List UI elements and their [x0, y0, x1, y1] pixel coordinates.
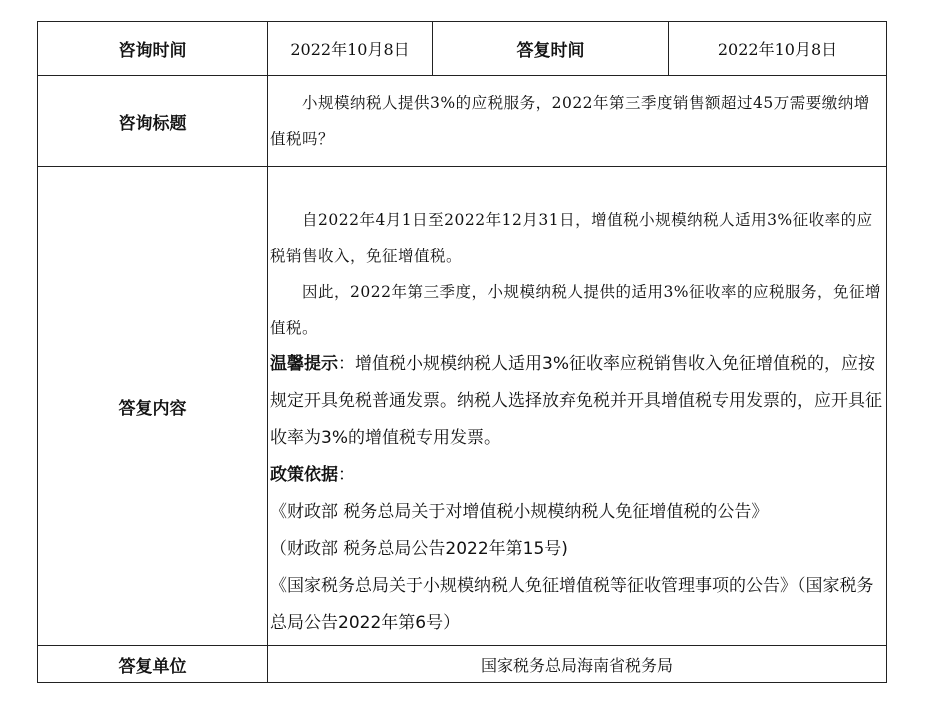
reply-paragraph: 自2022年4月1日至2022年12月31日，增值税小规模纳税人适用3%征收率的应税销售收入，免征增值税。: [270, 211, 873, 265]
reply-unit-value: 国家税务总局海南省税务局: [480, 655, 673, 675]
reply-unit-label: 答复单位: [118, 656, 187, 677]
basis-line: 《财政部 税务总局关于对增值税小规模纳税人免征增值税的公告》: [270, 502, 769, 522]
basis-label: 政策依据: [270, 465, 338, 485]
basis-line: （财政部 税务总局公告2022年第15号): [270, 539, 568, 559]
tip-text: 增值税小规模纳税人适用3%征收率应税销售收入免征增值税的，应按规定开具免税普通发票。纳税人选择放弃免税并开具增值税专用发票的，应开具征收率为3%的增值税专用发票。: [270, 354, 882, 448]
consult-time-value: 2022年10月8日: [290, 40, 410, 59]
reply-paragraph: 因此，2022年第三季度，小规模纳税人提供的适用3%征收率的应税服务，免征增值税。: [270, 283, 882, 337]
basis-line: 《国家税务总局关于小规模纳税人免征增值税等征收管理事项的公告》（国家税务总局公告2022年第6号）: [270, 576, 874, 633]
reply-time-value: 2022年10月8日: [717, 40, 838, 59]
reply-content-cell: [268, 202, 886, 642]
reply-content-body: [270, 202, 884, 642]
basis-separator: ：: [338, 465, 355, 485]
reply-content-label: 答复内容: [118, 398, 187, 419]
consult-title-label: 咨询标题: [118, 113, 187, 134]
tip-label: 温馨提示: [270, 354, 338, 374]
tip-separator: ：: [338, 354, 355, 374]
tip-paragraph: [270, 346, 884, 457]
consult-time-label: 咨询时间: [118, 41, 187, 61]
reply-table: [37, 21, 887, 683]
consult-title-text: 小规模纳税人提供3%的应税服务，2022年第三季度销售额超过45万需要缴纳增值税吗？: [270, 94, 870, 148]
reply-time-label: 答复时间: [516, 41, 585, 61]
basis-heading: [270, 457, 884, 494]
consult-title-cell: [268, 76, 886, 166]
